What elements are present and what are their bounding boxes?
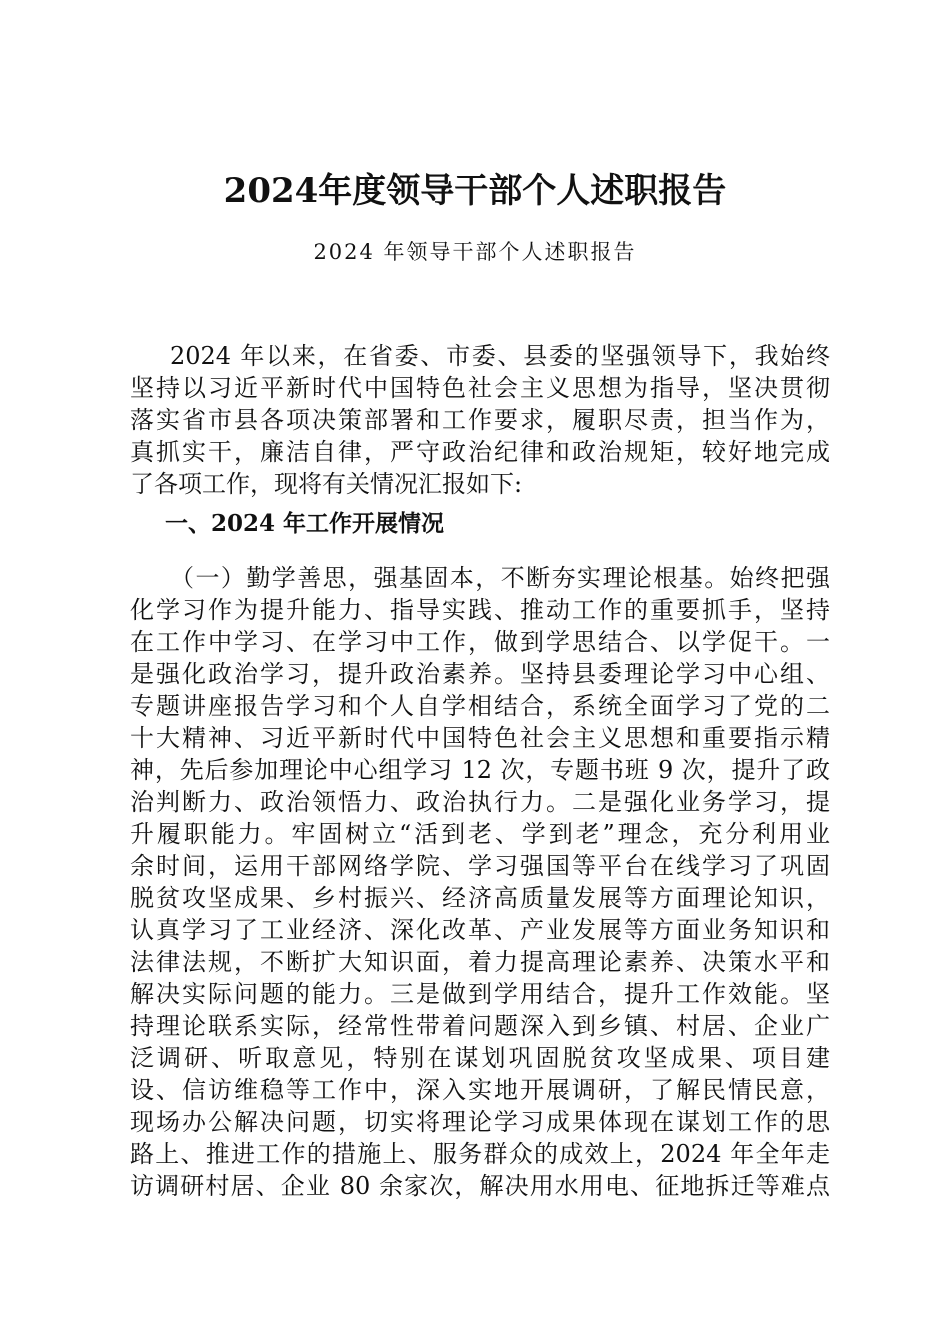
section-heading: 一、2024 年工作开展情况 (165, 510, 445, 537)
paragraph-line: （一）勤学善思，强基固本，不断夯实理论根基。始终把强 (170, 564, 830, 592)
paragraph-line: 治判断力、政治领悟力、政治执行力。二是强化业务学习，提 (130, 788, 830, 816)
paragraph-line: 路上、推进工作的措施上、服务群众的成效上，2024 年全年走 (130, 1140, 830, 1168)
paragraph-line: 余时间，运用干部网络学院、学习强国等平台在线学习了巩固 (130, 852, 830, 880)
paragraph-line: 化学习作为提升能力、指导实践、推动工作的重要抓手，坚持 (130, 596, 830, 624)
paragraph-line: 解决实际问题的能力。三是做到学用结合，提升工作效能。坚 (130, 980, 830, 1008)
paragraph-line: 落实省市县各项决策部署和工作要求，履职尽责，担当作为， (130, 406, 830, 434)
document-subtitle: 2024 年领导干部个人述职报告 (313, 240, 637, 264)
paragraph-line: 是强化政治学习，提升政治素养。坚持县委理论学习中心组、 (130, 660, 830, 688)
paragraph-line: 十大精神、习近平新时代中国特色社会主义思想和重要指示精 (130, 724, 830, 752)
paragraph-line: 坚持以习近平新时代中国特色社会主义思想为指导，坚决贯彻 (130, 374, 830, 402)
paragraph-line: 泛调研、听取意见，特别在谋划巩固脱贫攻坚成果、项目建 (130, 1044, 830, 1072)
paragraph-line: 升履职能力。牢固树立“活到老、学到老”理念，充分利用业 (130, 820, 830, 848)
paragraph-line: 神，先后参加理论中心组学习 12 次，专题书班 9 次，提升了政 (130, 756, 830, 784)
paragraph-line: 访调研村居、企业 80 余家次，解决用水用电、征地拆迁等难点 (130, 1172, 830, 1200)
paragraph-line: 设、信访维稳等工作中，深入实地开展调研，了解民情民意， (130, 1076, 830, 1104)
paragraph-line: 真抓实干，廉洁自律，严守政治纪律和政治规矩，较好地完成 (130, 438, 830, 466)
paragraph-line: 在工作中学习、在学习中工作，做到学思结合、以学促干。一 (130, 628, 830, 656)
body-paragraph (130, 562, 830, 1202)
paragraph-line: 2024 年以来，在省委、市委、县委的坚强领导下，我始终 (170, 342, 830, 370)
paragraph-line: 持理论联系实际，经常性带着问题深入到乡镇、村居、企业广 (130, 1012, 830, 1040)
document-title: 2024年度领导干部个人述职报告 (223, 171, 727, 211)
paragraph-line: 专题讲座报告学习和个人自学相结合，系统全面学习了党的二 (130, 692, 830, 720)
paragraph-line: 认真学习了工业经济、深化改革、产业发展等方面业务知识和 (130, 916, 830, 944)
intro-paragraph (130, 340, 830, 500)
paragraph-line: 脱贫攻坚成果、乡村振兴、经济高质量发展等方面理论知识， (130, 884, 830, 912)
paragraph-line: 了各项工作，现将有关情况汇报如下: (130, 470, 523, 498)
paragraph-line: 法律法规，不断扩大知识面，着力提高理论素养、决策水平和 (130, 948, 830, 976)
paragraph-line: 现场办公解决问题，切实将理论学习成果体现在谋划工作的思 (130, 1108, 830, 1136)
